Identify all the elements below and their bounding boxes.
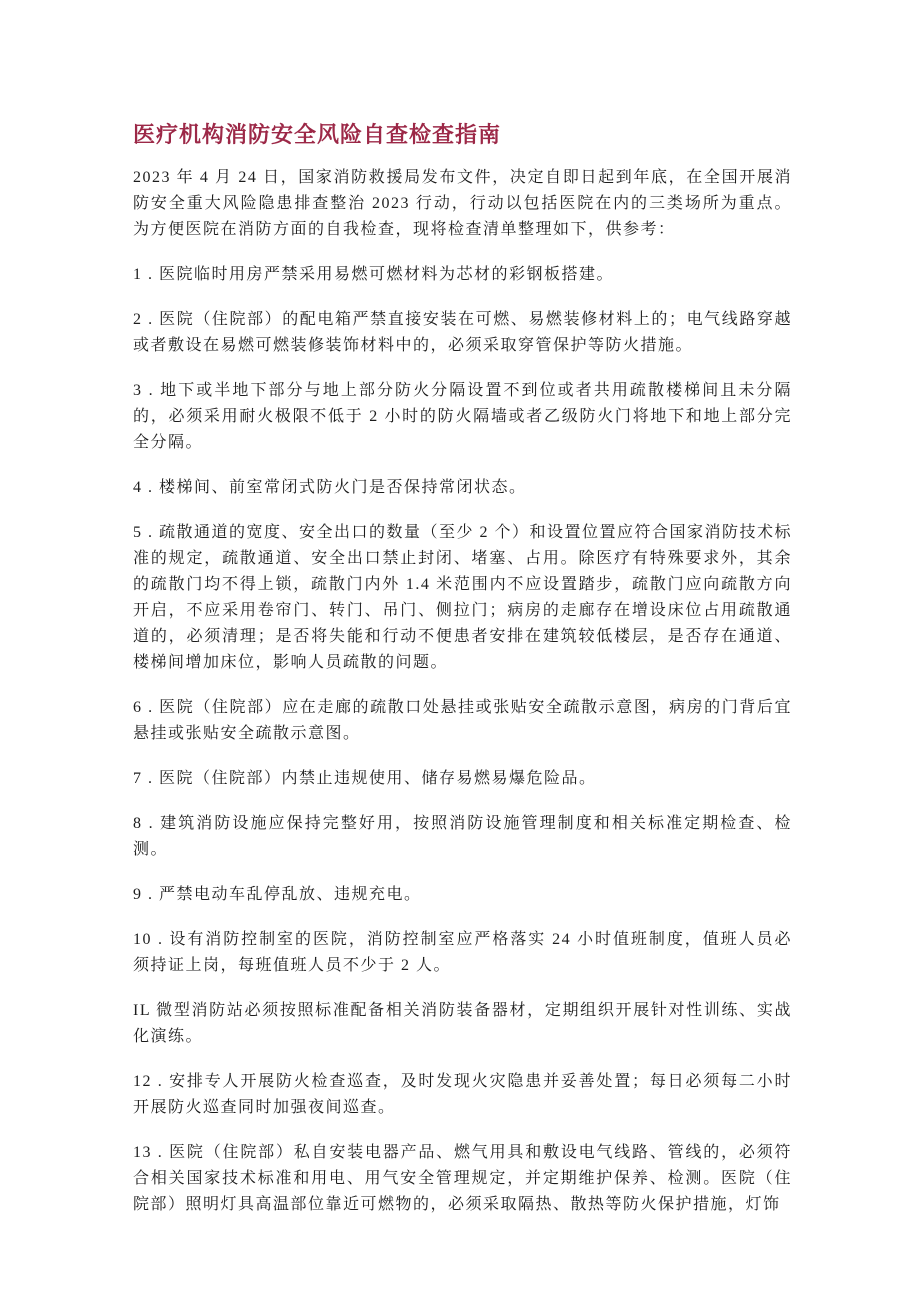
intro-paragraph: 2023 年 4 月 24 日，国家消防救援局发布文件，决定自即日起到年底，在全国开展消防安全重大风险隐患排查整治 2023 行动，行动以包括医院在内的三类场所为重点。为方便医院在消防方面的自我检查，现将检查清单整理如下，供参考：	[133, 169, 792, 238]
checklist-item-8: 8 . 建筑消防设施应保持完整好用，按照消防设施管理制度和相关标准定期检查、检测。	[133, 815, 792, 858]
checklist-item-4: 4 . 楼梯间、前室常闭式防火门是否保持常闭状态。	[133, 479, 527, 496]
checklist-item-1: 1 . 医院临时用房严禁采用易燃可燃材料为芯材的彩钢板搭建。	[133, 266, 615, 283]
checklist-item-11: IL 微型消防站必须按照标准配备相关消防装备器材，定期组织开展针对性训练、实战化演练。	[133, 1002, 792, 1045]
checklist-item-6: 6 . 医院（住院部）应在走廊的疏散口处悬挂或张贴安全疏散示意图，病房的门背后宜悬挂或张贴安全疏散示意图。	[133, 699, 792, 742]
document-title: 医疗机构消防安全风险自查检查指南	[133, 122, 502, 147]
checklist-item-3: 3 . 地下或半地下部分与地上部分防火分隔设置不到位或者共用疏散楼梯间且未分隔的，必须采用耐火极限不低于 2 小时的防火隔墙或者乙级防火门将地下和地上部分完全分隔。	[133, 382, 792, 451]
checklist-item-5: 5 . 疏散通道的宽度、安全出口的数量（至少 2 个）和设置位置应符合国家消防技术标准的规定，疏散通道、安全出口禁止封闭、堵塞、占用。除医疗有特殊要求外，其余的疏散门均不得上锁，疏散门内外 1.4 米范围内不应设置踏步，疏散门应向疏散方向开启，不应采用卷帘门、转门、吊门、侧拉门；病房的走廊存在增设床位占用疏散通道的，必须清理；是否将失能和行动不便患者安排在建筑较低楼层，是否存在通道、楼梯间增加床位，影响人员疏散的问题。	[133, 524, 793, 671]
checklist-item-12: 12 . 安排专人开展防火检查巡查，及时发现火灾隐患并妥善处置；每日必须每二小时开展防火巡查同时加强夜间巡查。	[133, 1073, 792, 1116]
checklist-item-9: 9 . 严禁电动车乱停乱放、违规充电。	[133, 886, 422, 903]
checklist-item-7: 7 . 医院（住院部）内禁止违规使用、储存易燃易爆危险品。	[133, 770, 597, 787]
checklist-item-10: 10 . 设有消防控制室的医院，消防控制室应严格落实 24 小时值班制度，值班人员必须持证上岗，每班值班人员不少于 2 人。	[133, 931, 792, 974]
checklist-item-2: 2 . 医院（住院部）的配电箱严禁直接安装在可燃、易燃装修材料上的；电气线路穿越或者敷设在易燃可燃装修装饰材料中的，必须采取穿管保护等防火措施。	[133, 311, 792, 354]
checklist-item-13: 13 . 医院（住院部）私自安装电器产品、燃气用具和敷设电气线路、管线的，必须符合相关国家技术标准和用电、用气安全管理规定，并定期维护保养、检测。医院（住院部）照明灯具高温部位靠近可燃物的，必须采取隔热、散热等防火保护措施，灯饰	[133, 1144, 792, 1213]
